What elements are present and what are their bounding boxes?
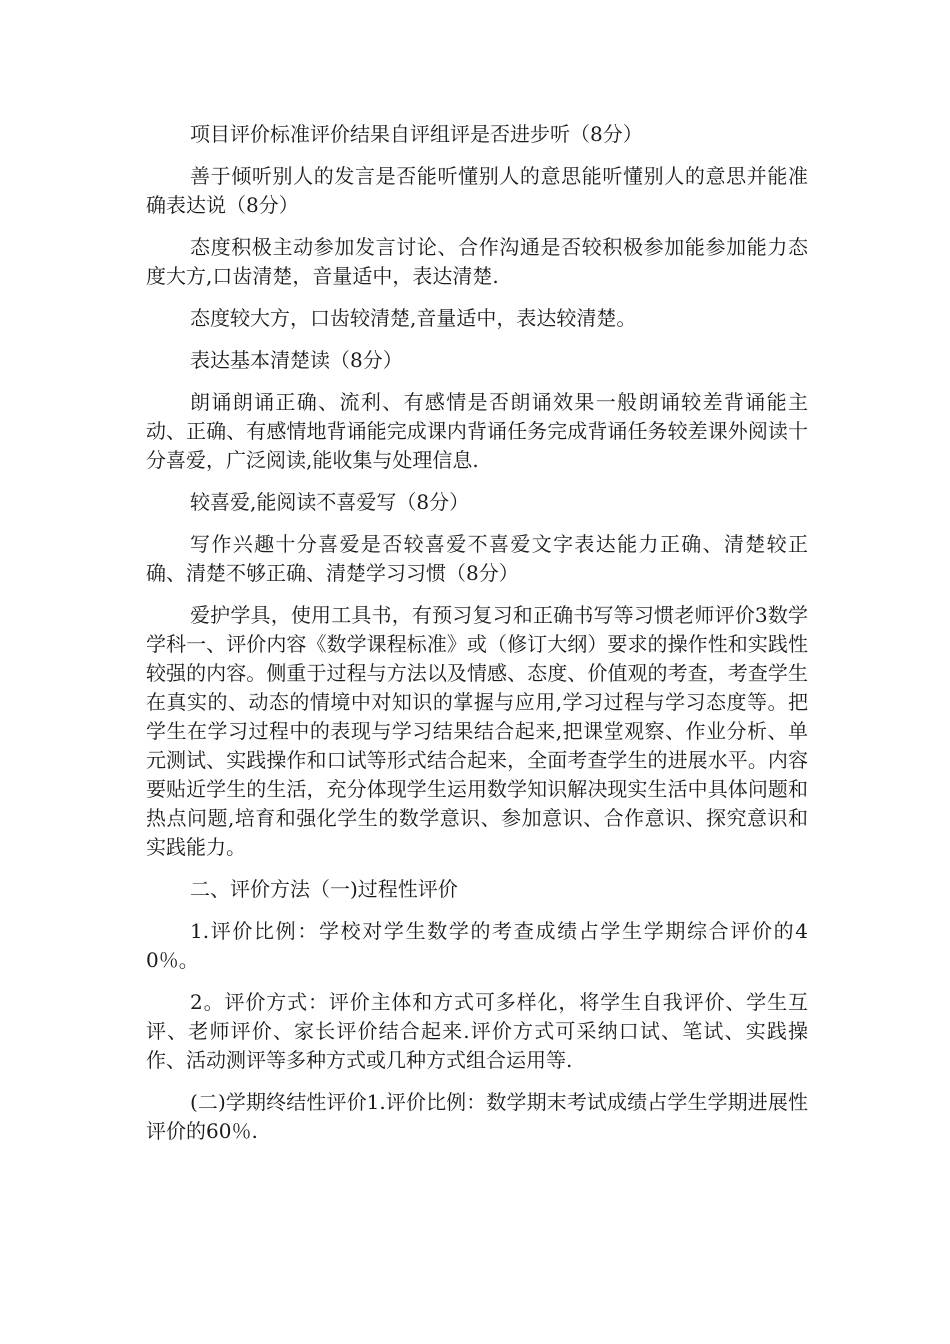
paragraph: 1.评价比例：学校对学生数学的考查成绩占学生学期综合评价的40％。 xyxy=(146,919,808,972)
paragraph: 项目评价标准评价结果自评组评是否进步听（8分） xyxy=(190,122,643,146)
paragraph: 表达基本清楚读（8分） xyxy=(190,348,403,372)
paragraph: 善于倾听别人的发言是否能听懂别人的意思能听懂别人的意思并能准确表达说（8分） xyxy=(146,164,808,217)
paragraph: 2。评价方式：评价主体和方式可多样化，将学生自我评价、学生互评、老师评价、家长评价结合起来.评价方式可采纳口试、笔试、实践操作、活动测评等多种方式或几种方式组合运用等. xyxy=(146,990,808,1072)
paragraph: (二)学期终结性评价1.评价比例：数学期末考试成绩占学生学期进展性评价的60％. xyxy=(146,1090,808,1143)
paragraph: 态度积极主动参加发言讨论、合作沟通是否较积极参加能参加能力态度大方,口齿清楚，音量适中，表达清楚. xyxy=(146,235,808,288)
paragraph: 写作兴趣十分喜爱是否较喜爱不喜爱文字表达能力正确、清楚较正确、清楚不够正确、清楚学习习惯（8分） xyxy=(146,532,808,585)
document-body xyxy=(146,120,808,1159)
paragraph: 爱护学具，使用工具书，有预习复习和正确书写等习惯老师评价3数学学科一、评价内容《数学课程标准》或（修订大纲）要求的操作性和实践性较强的内容。侧重于过程与方法以及情感、态度、价值观的考查，考查学生在真实的、动态的情境中对知识的掌握与应用,学习过程与学习态度等。把学生在学习过程中的表现与学习结果结合起来,把课堂观察、作业分析、单元测试、实践操作和口试等形式结合起来，全面考查学生的进展水平。内容要贴近学生的生活，充分体现学生运用数学知识解决现实生活中具体问题和热点问题,培育和强化学生的数学意识、参加意识、合作意识、探究意识和实践能力。 xyxy=(146,603,808,859)
paragraph: 较喜爱,能阅读不喜爱写（8分） xyxy=(190,490,470,514)
paragraph: 态度较大方，口齿较清楚,音量适中，表达较清楚。 xyxy=(190,306,637,330)
section-heading: 二、评价方法（一)过程性评价 xyxy=(190,877,458,901)
paragraph: 朗诵朗诵正确、流利、有感情是否朗诵效果一般朗诵较差背诵能主动、正确、有感情地背诵能完成课内背诵任务完成背诵任务较差课外阅读十分喜爱，广泛阅读,能收集与处理信息. xyxy=(146,390,808,472)
